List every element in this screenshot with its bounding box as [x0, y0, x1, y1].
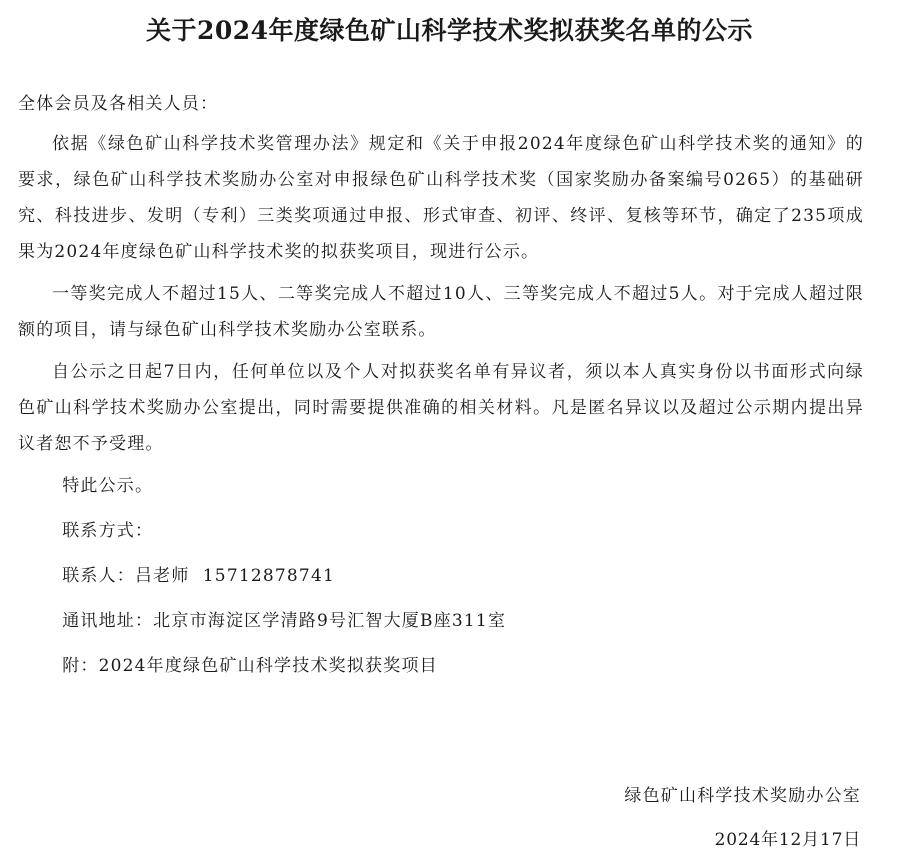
- contact-person: 联系人：吕老师 15712878741: [62, 566, 335, 586]
- contact-address: 通讯地址：北京市海淀区学清路9号汇智大厦B座311室: [62, 611, 507, 631]
- attachment-line: 附：2024年度绿色矿山科学技术奖拟获奖项目: [62, 656, 438, 676]
- closing-line: 特此公示。: [62, 476, 154, 496]
- document-body: [18, 86, 864, 693]
- issuer-signature: 绿色矿山科学技术奖励办公室: [624, 786, 861, 806]
- paragraph-objections: 自公示之日起7日内，任何单位以及个人对拟获奖名单有异议者，须以本人真实身份以书面形式向绿色矿山科学技术奖励办公室提出，同时需要提供准确的相关材料。凡是匿名异议以及超过公示期内提出异议者恕不予受理。: [18, 362, 864, 454]
- contact-heading: 联系方式：: [62, 521, 154, 541]
- document-title: 关于2024年度绿色矿山科学技术奖拟获奖名单的公示: [145, 16, 754, 45]
- salutation: 全体会员及各相关人员：: [18, 94, 219, 114]
- paragraph-limits: 一等奖完成人不超过15人、二等奖完成人不超过10人、三等奖完成人不超过5人。对于完成人超过限额的项目，请与绿色矿山科学技术奖励办公室联系。: [18, 284, 864, 340]
- paragraph-basis: 依据《绿色矿山科学技术奖管理办法》规定和《关于申报2024年度绿色矿山科学技术奖的通知》的要求，绿色矿山科学技术奖励办公室对申报绿色矿山科学技术奖（国家奖励办备案编号0265）的基础研究、科技进步、发明（专利）三类奖项通过申报、形式审查、初评、终评、复核等环节，确定了235项成果为2024年度绿色矿山科学技术奖的拟获奖项目，现进行公示。: [18, 134, 864, 262]
- issue-date: 2024年12月17日: [714, 830, 861, 850]
